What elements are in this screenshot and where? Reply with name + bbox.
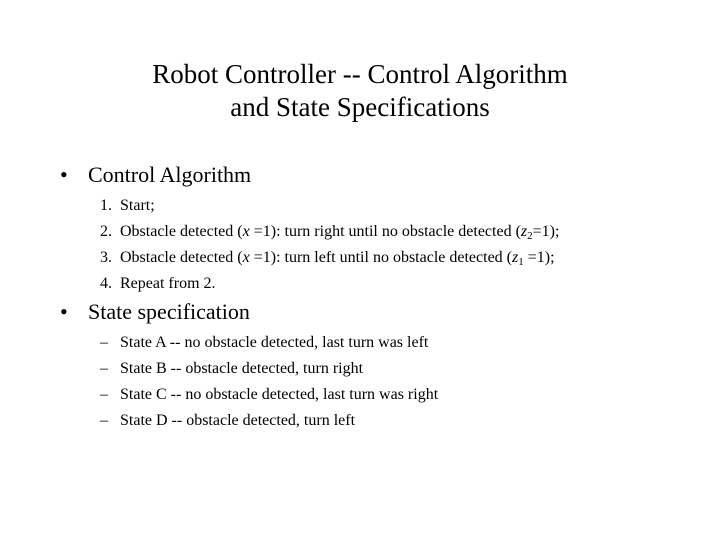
item-text: State C -- no obstacle detected, last turn was right	[120, 386, 439, 403]
dash-marker: –	[100, 334, 108, 351]
item-text: Start;	[120, 197, 155, 214]
item-number: 4.	[100, 275, 112, 292]
item-number: 3.	[100, 249, 112, 266]
dash-marker: –	[100, 386, 108, 403]
dash-marker: –	[100, 360, 108, 377]
item-text: Obstacle detected (x =1): turn right until no obstacle detected $(z_2=1)$;	[120, 223, 560, 242]
item-text: State B -- obstacle detected, turn right	[120, 360, 364, 377]
item-text: Repeat from 2.	[120, 275, 216, 292]
item-text: Obstacle detected (x =1): turn left until no obstacle detected $(z_1 =1)$;	[120, 249, 555, 268]
item-number: 2.	[100, 223, 112, 240]
bullet-dot: •	[60, 162, 68, 187]
dash-marker: –	[100, 412, 108, 429]
title-line-1: Robot Controller -- Control Algorithm	[152, 59, 568, 89]
slide-title	[0, 58, 720, 124]
bullet-dot: •	[60, 299, 68, 324]
bullet-heading: Control Algorithm	[88, 162, 252, 187]
title-line-2: and State Specifications	[230, 92, 490, 122]
item-number: 1.	[100, 197, 112, 214]
item-text: State D -- obstacle detected, turn left	[120, 412, 356, 429]
bullet-heading: State specification	[88, 299, 250, 324]
item-text: State A -- no obstacle detected, last turn was left	[120, 334, 429, 351]
